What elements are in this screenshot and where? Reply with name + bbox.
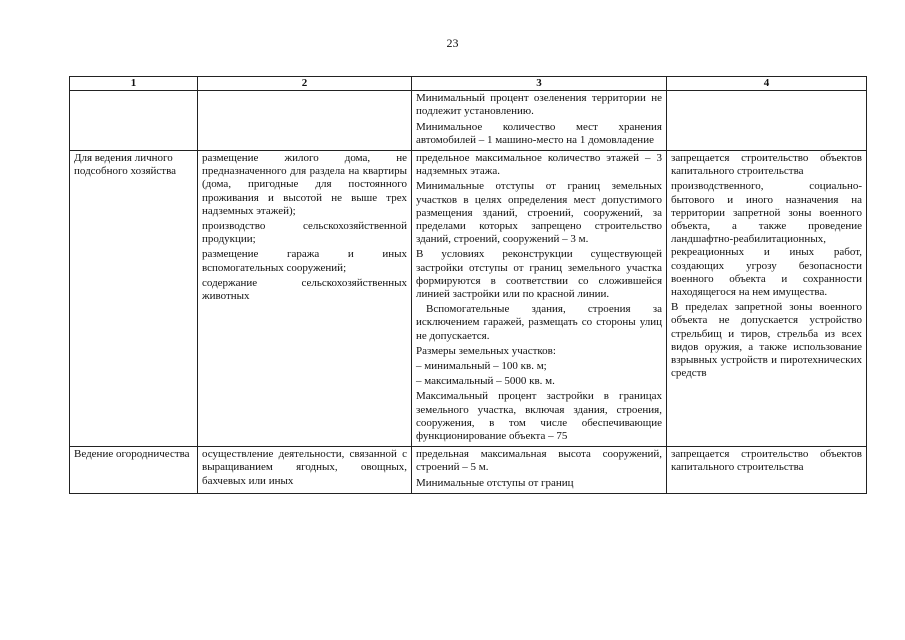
column-header-3: 3 <box>412 77 667 91</box>
zoning-regulations-table <box>69 76 867 494</box>
table-row <box>70 91 867 151</box>
paragraph: Размеры земельных участков: <box>416 344 556 357</box>
cell-restrictions <box>667 151 867 447</box>
page-number: 23 <box>446 36 459 50</box>
paragraph: Вспомогательные здания, строения за исключением гаражей, размещать со стороны улиц не допускается. <box>416 303 662 342</box>
paragraph: запрещается строительство объектов капитального строительства <box>671 152 862 178</box>
paragraph: размещение жилого дома, не предназначенного для раздела на квартиры (дома, пригодные для постоянного проживания и высотой не выше трех надземных этажей); <box>202 152 407 217</box>
paragraph: Минимальные отступы от границ <box>416 476 574 489</box>
table-header-row <box>70 77 867 91</box>
cell-parameters <box>412 447 667 494</box>
table-row <box>70 151 867 447</box>
list-item: – максимальный – 5000 кв. м. <box>416 375 555 388</box>
cell-land-use <box>70 91 198 151</box>
table-row <box>70 447 867 494</box>
cell-restrictions: запрещается строительство объектов капитального строительства <box>667 447 867 494</box>
paragraph: Максимальный процент застройки в границах земельного участка, включая здания, строения, сооружения, в том числе обеспечивающие функционирование объекта – 75 <box>416 390 662 443</box>
paragraph: размещение гаража и иных вспомогательных сооружений; <box>202 248 407 274</box>
list-item: – минимальный – 100 кв. м; <box>416 360 547 373</box>
paragraph: производство сельскохозяйственной продукции; <box>202 220 407 246</box>
cell-land-use: Для ведения личного подсобного хозяйства <box>70 151 198 447</box>
cell-land-use: Ведение огородничества <box>70 447 198 494</box>
cell-permitted-use <box>198 91 412 151</box>
cell-restrictions <box>667 91 867 151</box>
cell-permitted-use: осуществление деятельности, связанной с выращиванием ягодных, овощных, бахчевых или иных <box>198 447 412 494</box>
column-header-1: 1 <box>70 77 198 91</box>
paragraph: предельное максимальное количество этажей – 3 надземных этажа. <box>416 152 662 178</box>
paragraph: Минимальные отступы от границ земельных участков в целях определения мест допустимого размещения зданий, строений, сооружений, за пределами которых запрещено строительство зданий, строений, сооружений – 3 м. <box>416 180 662 246</box>
column-header-4: 4 <box>667 77 867 91</box>
column-header-2: 2 <box>198 77 412 91</box>
paragraph: предельная максимальная высота сооружений, строений – 5 м. <box>416 448 662 474</box>
paragraph: В условиях реконструкции существующей застройки отступы от границ земельного участка формируются в соответствии со сложившейся линией застройки или по красной линии. <box>416 248 662 301</box>
paragraph: Минимальное количество мест хранения автомобилей – 1 машино-место на 1 домовладение <box>416 120 662 146</box>
cell-parameters <box>412 91 667 151</box>
paragraph: производственного, социально-бытового и иного назначения на территории запретной зоны военного объекта, а также проведение ландшафтно-реабилитационных, рекреационных и иных работ, создающих угрозу безопасности военного объекта и сохранности находящегося на нем имущества. <box>671 180 862 299</box>
cell-parameters <box>412 151 667 447</box>
paragraph: содержание сельскохозяйственных животных <box>202 276 407 303</box>
paragraph: Минимальный процент озеленения территории не подлежит установлению. <box>416 92 662 118</box>
paragraph: В пределах запретной зоны военного объекта не допускается устройство стрельбищ и тиров, стрельба из всех видов оружия, а также использование взрывных устройств и пиротехнических средств <box>671 301 862 380</box>
cell-permitted-use <box>198 151 412 447</box>
